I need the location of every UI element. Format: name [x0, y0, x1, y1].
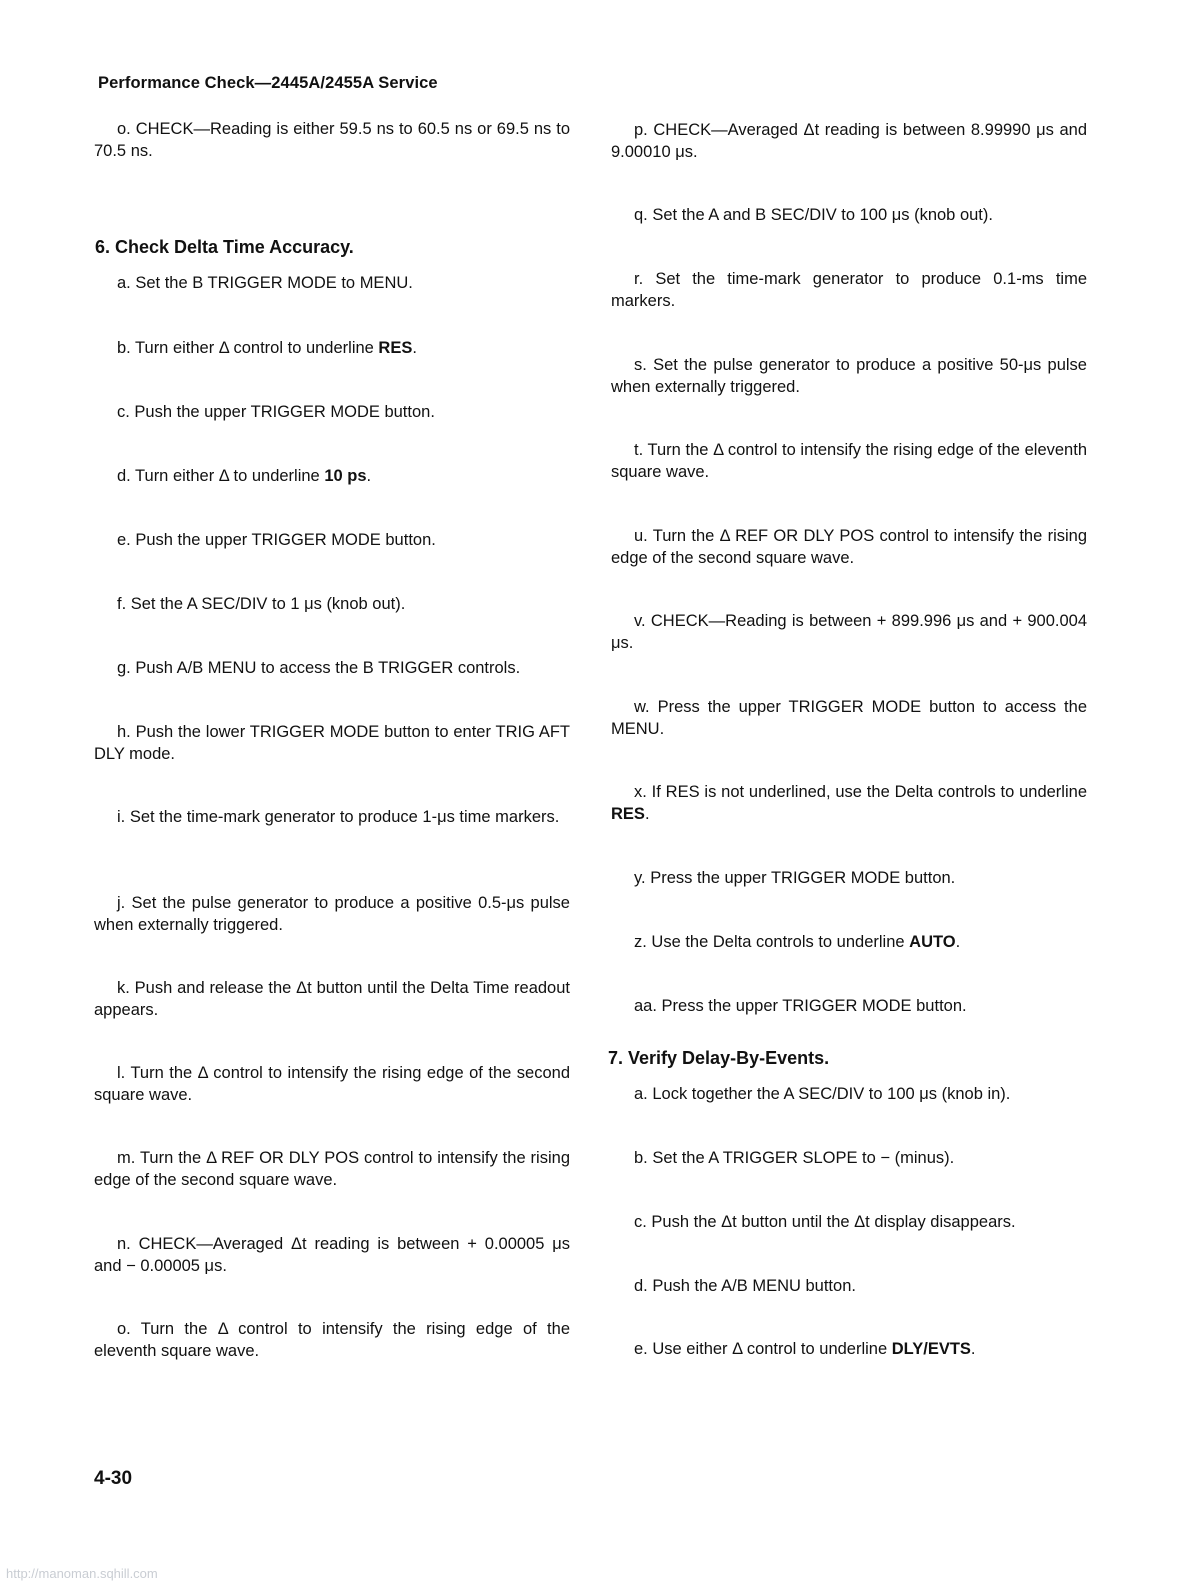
step-right-w: w. Press the upper TRIGGER MODE button to access the MENU. — [611, 698, 1087, 738]
step-right-s: s. Set the pulse generator to produce a positive 50-μs pulse when externally triggered. — [611, 356, 1087, 396]
section-heading-6: 6. Check Delta Time Accuracy. — [95, 237, 354, 257]
step-left-j: j. Set the pulse generator to produce a positive 0.5-μs pulse when externally triggered. — [94, 894, 570, 934]
step-right-aa: aa. Press the upper TRIGGER MODE button. — [634, 997, 967, 1015]
step-left-b: b. Turn either Δ control to underline RES. — [117, 339, 417, 357]
step-right-v: v. CHECK—Reading is between + 899.996 μs and + 900.004 μs. — [611, 612, 1087, 652]
auto-label: AUTO — [909, 933, 956, 951]
step-right-7c: c. Push the Δt button until the Δt display disappears. — [634, 1213, 1016, 1231]
step-right-7e: e. Use either Δ control to underline DLY/EVTS. — [634, 1340, 976, 1358]
step-right-7a: a. Lock together the A SEC/DIV to 100 μs (knob in). — [634, 1085, 1011, 1103]
step-right-7b: b. Set the A TRIGGER SLOPE to − (minus). — [634, 1149, 955, 1167]
step-left-h: h. Push the lower TRIGGER MODE button to enter TRIG AFT DLY mode. — [94, 723, 570, 763]
res-label: RES — [611, 805, 645, 823]
step-left-f: f. Set the A SEC/DIV to 1 μs (knob out). — [117, 595, 406, 613]
step-left-k: k. Push and release the Δt button until the Delta Time readout appears. — [94, 979, 570, 1019]
step-left-o-check: o. CHECK—Reading is either 59.5 ns to 60.5 ns or 69.5 ns to 70.5 ns. — [94, 120, 570, 160]
step-left-d: d. Turn either Δ to underline 10 ps. — [117, 467, 372, 485]
step-left-e: e. Push the upper TRIGGER MODE button. — [117, 531, 436, 549]
dly-evts-label: DLY/EVTS — [891, 1340, 971, 1358]
res-label: RES — [378, 339, 413, 357]
step-right-z: z. Use the Delta controls to underline AUTO. — [634, 933, 961, 951]
step-left-n: n. CHECK—Averaged Δt reading is between + 0.00005 μs and − 0.00005 μs. — [94, 1235, 570, 1275]
step-left-m: m. Turn the Δ REF OR DLY POS control to intensify the rising edge of the second square wave. — [94, 1149, 570, 1189]
step-left-i: i. Set the time-mark generator to produce 1-μs time markers. — [117, 808, 560, 826]
running-header: Performance Check—2445A/2455A Service — [98, 74, 438, 92]
step-right-u: u. Turn the Δ REF OR DLY POS control to intensify the rising edge of the second square wave. — [611, 527, 1087, 567]
step-right-t: t. Turn the Δ control to intensify the rising edge of the eleventh square wave. — [611, 441, 1087, 481]
step-left-l: l. Turn the Δ control to intensify the rising edge of the second square wave. — [94, 1064, 570, 1104]
step-left-o-turn: o. Turn the Δ control to intensify the rising edge of the eleventh square wave. — [94, 1320, 570, 1360]
step-right-x: x. If RES is not underlined, use the Delta controls to underline RES. — [611, 783, 1087, 823]
step-left-c: c. Push the upper TRIGGER MODE button. — [117, 403, 435, 421]
step-left-g: g. Push A/B MENU to access the B TRIGGER controls. — [117, 659, 521, 677]
step-right-7d: d. Push the A/B MENU button. — [634, 1277, 856, 1295]
step-right-p: p. CHECK—Averaged Δt reading is between 8.99990 μs and 9.00010 μs. — [611, 121, 1087, 161]
page-number: 4-30 — [94, 1468, 133, 1489]
step-right-r: r. Set the time-mark generator to produce 0.1-ms time markers. — [611, 270, 1087, 310]
section-heading-7: 7. Verify Delay-By-Events. — [608, 1048, 830, 1068]
10ps-label: 10 ps — [324, 467, 367, 485]
watermark-url: http://manoman.sqhill.com — [6, 1566, 158, 1581]
step-right-q: q. Set the A and B SEC/DIV to 100 μs (knob out). — [634, 206, 993, 224]
step-right-y: y. Press the upper TRIGGER MODE button. — [634, 869, 956, 887]
step-left-a: a. Set the B TRIGGER MODE to MENU. — [117, 274, 413, 292]
